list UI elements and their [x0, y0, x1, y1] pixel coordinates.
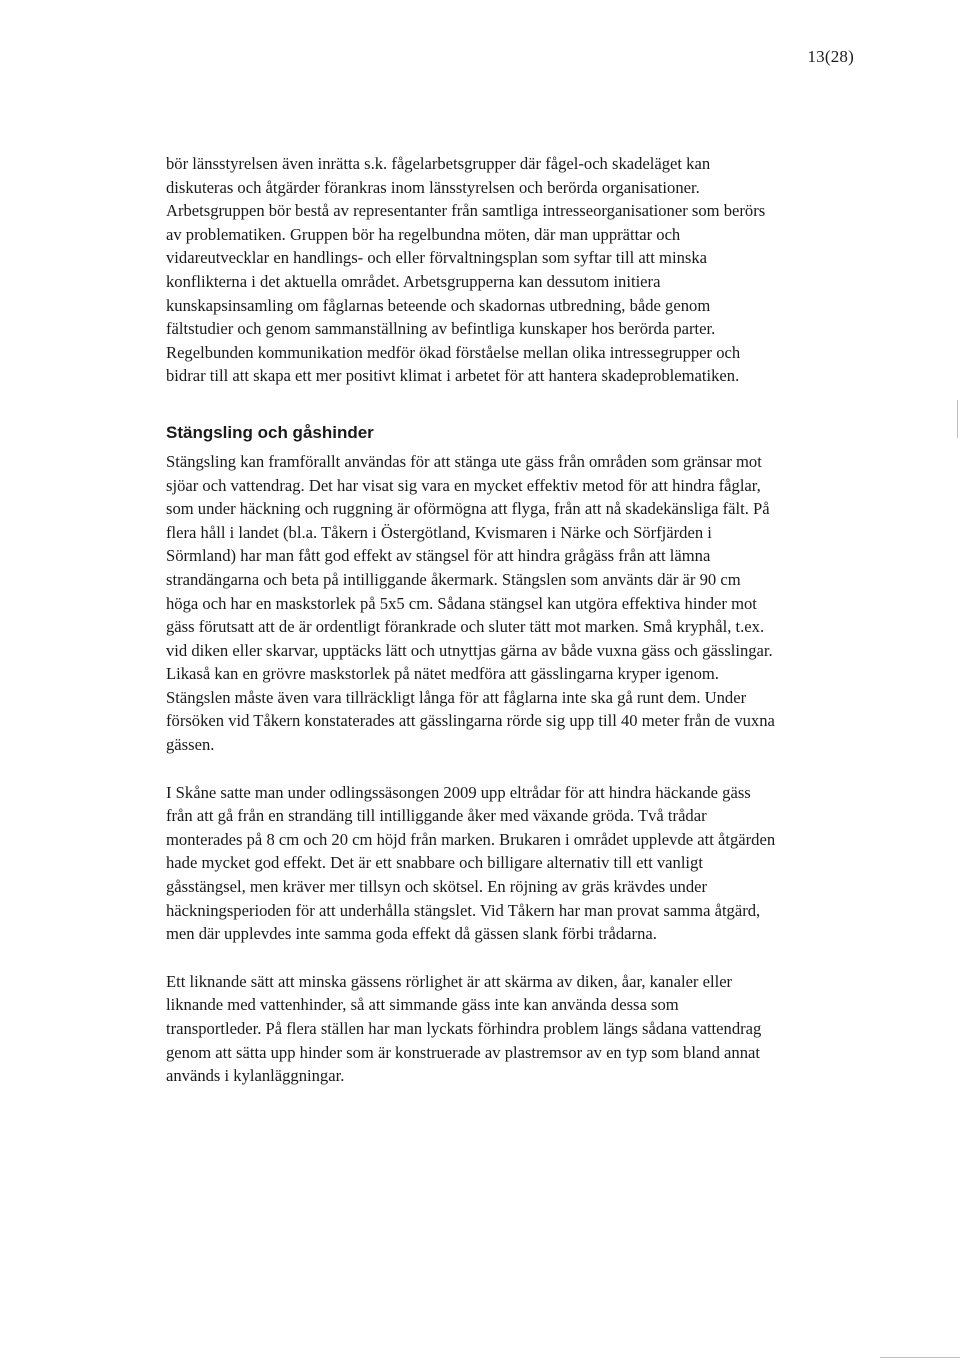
document-body	[166, 152, 776, 1088]
paragraph-electric-wires-skane: I Skåne satte man under odlingssäsongen 2009 upp eltrådar för att hindra häckande gäss från att gå från en strandäng till intilliggande åker med växande gröda. Två trådar monterades på 8 cm och 20 cm höjd från marken. Brukaren i området upplevde att åtgärden hade mycket god effekt. Det är ett snabbare och billigare alternativ till ett vanligt gåsstängsel, men kräver mer tillsyn och skötsel. En röjning av gräs krävdes under häckningsperioden för att underhålla stängslet. Vid Tåkern har man provat samma åtgärd, men där upplevdes inte samma goda effekt då gässen slank förbi trådarna.	[166, 782, 776, 944]
scan-bottom-line	[880, 1357, 960, 1358]
scan-edge-line	[957, 400, 958, 438]
page-number: 13(28)	[807, 47, 854, 66]
paragraph-fencing: Stängsling kan framförallt användas för att stänga ute gäss från områden som gränsar mot sjöar och vattendrag. Det har visat sig vara en mycket effektiv metod för att hindra fåglar, som under häckning och ruggning är oförmögna att flyga, från att nå skadekänsliga fält. På flera håll i landet (bl.a. Tåkern i Östergötland, Kvismaren i Närke och Sörfjärden i Sörmland) har man fått god effekt av stängsel för att hindra grågäss från att lämna strandängarna och beta på intilliggande åkermark. Stängslen som använts där är 90 cm höga och har en maskstorlek på 5x5 cm. Sådana stängsel kan utgöra effektiva hinder mot gäss förutsatt att de är ordentligt förankrade och sluter tätt mot marken. Små kryphål, t.ex. vid diken eller skarvar, upptäcks lätt och utnyttjas gärna av både vuxna gäss och gässlingar. Likaså kan en grövre maskstorlek på nätet medföra att gässlingarna kryper igenom. Stängslen måste även vara tillräckligt långa för att fåglarna inte ska gå runt dem. Under försöken vid Tåkern konstaterades att gässlingarna rörde sig upp till 40 meter från de vuxna gässen.	[166, 451, 775, 755]
section-heading-fencing: Stängsling och gåshinder	[166, 422, 374, 442]
paragraph-water-barriers: Ett liknande sätt att minska gässens rörlighet är att skärma av diken, åar, kanaler eller liknande med vattenhinder, så att simmande gäss inte kan använda dessa som transportleder. På flera ställen har man lyckats förhindra problem längs sådana vattendrag genom att sätta upp hinder som är konstruerade av plastremsor av en typ som bland annat används i kylanläggningar.	[166, 971, 762, 1086]
paragraph-working-groups: bör länsstyrelsen även inrätta s.k. fågelarbetsgrupper där fågel-och skadeläget kan diskuteras och åtgärder förankras inom länsstyrelsen och berörda organisationer. Arbetsgruppen bör bestå av representanter från samtliga intresseorganisationer som berörs av problematiken. Gruppen bör ha regelbundna möten, där man upprättar och vidareutvecklar en handlings- och eller förvaltningsplan som syftar till att minska konflikterna i det aktuella området. Arbetsgrupperna kan dessutom initiera kunskapsinsamling om fåglarnas beteende och skadornas utbredning, både genom fältstudier och genom sammanställning av befintliga kunskaper hos berörda parter. Regelbunden kommunikation medför ökad förståelse mellan olika intressegrupper och bidrar till att skapa ett mer positivt klimat i arbetet för att hantera skadeproblematiken.	[166, 154, 766, 386]
